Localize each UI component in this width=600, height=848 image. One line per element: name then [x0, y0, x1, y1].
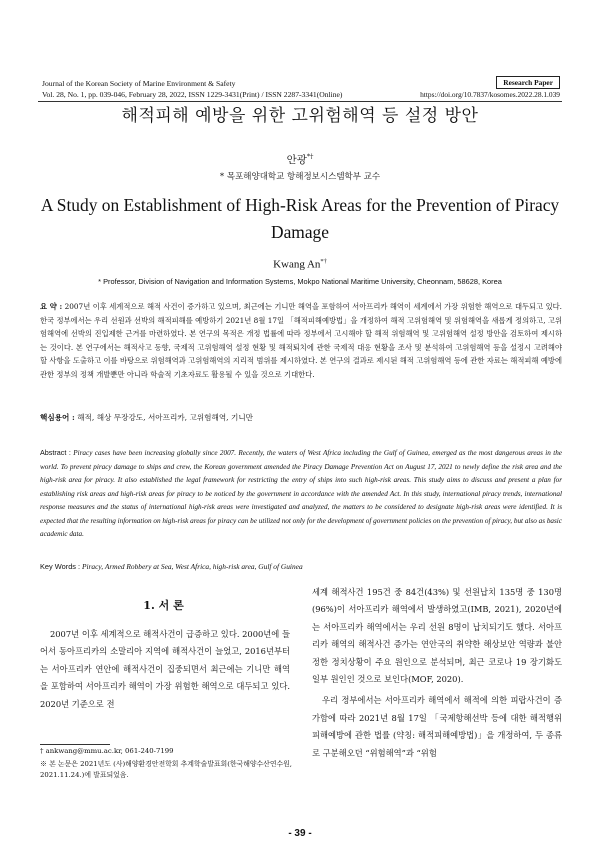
english-keywords-label: Key Words : [40, 562, 81, 571]
korean-abstract [40, 300, 562, 382]
english-keywords [40, 562, 562, 571]
korean-author-mark: *† [306, 152, 314, 161]
english-abstract [40, 446, 562, 542]
english-abstract-label: Abstract : [40, 448, 71, 457]
english-abstract-text: Piracy cases have been increasing globally since 2007. Recently, the waters of West Africa including the Gulf of Guinea, emerged as the most dangerous areas in the world. To prevent piracy damage to ships and crew, the Korean government amended the Piracy Damage Prevention Act on August 17, 2021 to newly define the risk area and the high-risk area for piracy. It also established the legal framework for restricting the entry of ships into such high-risk areas. This study aims to discuss and present a plan for establishing risk areas and high-risk areas for piracy to be noticed by the government in accordance with the amended Act. In this study, international piracy trends, international response measures and the status of international high-risk areas were investigated and analyzed, the matters to be considered to designate high-risk areas were identified. It is expected that the resulting information on high-risk areas for piracy can be utilized not only for the development of government policies on the prevention of piracy, but also as basic academic data. [40, 449, 562, 538]
english-author [0, 258, 600, 271]
journal-name: Journal of the Korean Society of Marine Environment & Safety [42, 79, 236, 88]
english-keywords-text: Piracy, Armed Robbery at Sea, West Africa, high-risk area, Gulf of Guinea [81, 562, 303, 571]
body-paragraph: 2007년 이후 세계적으로 해적사건이 급증하고 있다. 2000년에 들어서 동아프리카의 소말리아 지역에 해적사건이 늘었고, 2016년부터는 서아프리카 연안에 해적사건이 집중되면서 최근에는 기니만 해역을 포함하여 서아프리카 해역이 가장 위험한 해역으로 대두되고 있다. 2020년 기준으로 전 [40, 629, 290, 709]
doi-link[interactable]: https://doi.org/10.7837/kosomes.2022.28.1.039 [420, 90, 560, 99]
korean-author [0, 152, 600, 167]
right-column [312, 584, 562, 762]
footnote-contact: † ankwang@mmu.ac.kr, 061-240-7199 [40, 747, 174, 755]
section-heading: 1. 서 론 [143, 599, 184, 612]
english-affiliation: * Professor, Division of Navigation and Information Systems, Mokpo National Maritime University, Cheonnam, 58628, Korea [98, 277, 502, 286]
article-type-badge: Research Paper [496, 76, 560, 89]
left-column [40, 626, 290, 713]
journal-volume-info: Vol. 28, No. 1, pp. 039-046, February 28, 2022, ISSN 1229-3431(Print) / ISSN 2287-3341(Online) [42, 89, 343, 99]
korean-keywords-label: 핵심용어 : [40, 413, 75, 422]
english-author-mark: *† [320, 258, 327, 265]
english-title: A Study on Establishment of High-Risk Areas for the Prevention of Piracy Damage [40, 195, 560, 242]
korean-keywords [40, 412, 562, 423]
page-number: - 39 - [288, 828, 312, 839]
english-author-name: Kwang An [273, 258, 321, 271]
body-paragraph: 세계 해적사건 195건 중 84건(43%) 및 선원납치 135명 중 130명(96%)이 서아프리카 해역에서 발생하였고(IMB, 2021), 2020년에는 서아프리카 해역에서는 우리 선원 8명이 납치되기도 했다. 서아프리카 해역의 해적사건 증가는 연안국의 취약한 해상보안 역량과 불안정한 정치상황이 주요 원인으로 분석되며, 최근 코로나 19 장기화도 일부 원인인 것으로 보인다(MOF, 2020). [312, 587, 562, 685]
body-paragraph: 우리 정부에서는 서아프리카 해역에서 해적에 의한 피랍사건이 증가함에 따라 2021년 8월 17일 「국제항해선박 등에 대한 해적행위 피해예방에 관한 법률 (약칭: 해적피해예방법)」을 개정하여, 두 종류로 구분해오던 “위험해역”과 “위험 [312, 695, 562, 758]
footnote-rule [40, 744, 110, 745]
korean-author-name: 안광 [286, 154, 307, 166]
korean-abstract-label: 요 약 : [40, 302, 63, 311]
korean-keywords-text: 해적, 해상 무장강도, 서아프리카, 고위험해역, 기니만 [77, 413, 253, 422]
korean-title: 해적피해 예방을 위한 고위험해역 등 설정 방안 [121, 106, 479, 126]
journal-header [42, 79, 342, 100]
korean-affiliation: * 목포해양대학교 항해정보시스템학부 교수 [219, 172, 381, 182]
korean-abstract-text: 2007년 이후 세계적으로 해적 사건이 증가하고 있으며, 최근에는 기니만 해역을 포함하여 서아프리카 해역이 세계에서 가장 위험한 해역으로 대두되고 있다. 한국 정부에서는 우리 선원과 선박의 해적피해를 예방하기 2021년 8월 17일 「해적피해예방법」을 개정하여 해적 고위험해역 및 위험해역을 새롭게 정의하고, 고위험해역에 선박의 진입제한 근거를 마련하였다. 본 연구의 목적은 개정 법률에 따라 정부에서 고시해야 할 해적 위험해역 및 고위험해역 설정 방안을 검토하여 제시하는 것이다. 본 연구에서는 해적사고 동향, 국제적 고위험해역 설정 현황 및 해적퇴치에 관한 국제적 대응 현황을 조사 및 분석하여 고위험해역 등을 설정시 고려해야 할 사항을 도출하고 이를 바탕으로 위험해역과 고위험해역의 지리적 범위를 제시하였다. 본 연구의 결과로 제시된 해적 고위험해역 등에 관한 자료는 해적피해 예방에 관한 정부의 정책 개발뿐만 아니라 학술적 기초자료도 활용될 수 있을 것으로 기대한다. [40, 302, 563, 379]
footnote-note: ※ 본 논문은 2021년도 (사)해양환경안전학회 추계학술발표회(한국해양수산연수원, 2021.11.24.)에 발표되었음. [40, 760, 292, 779]
